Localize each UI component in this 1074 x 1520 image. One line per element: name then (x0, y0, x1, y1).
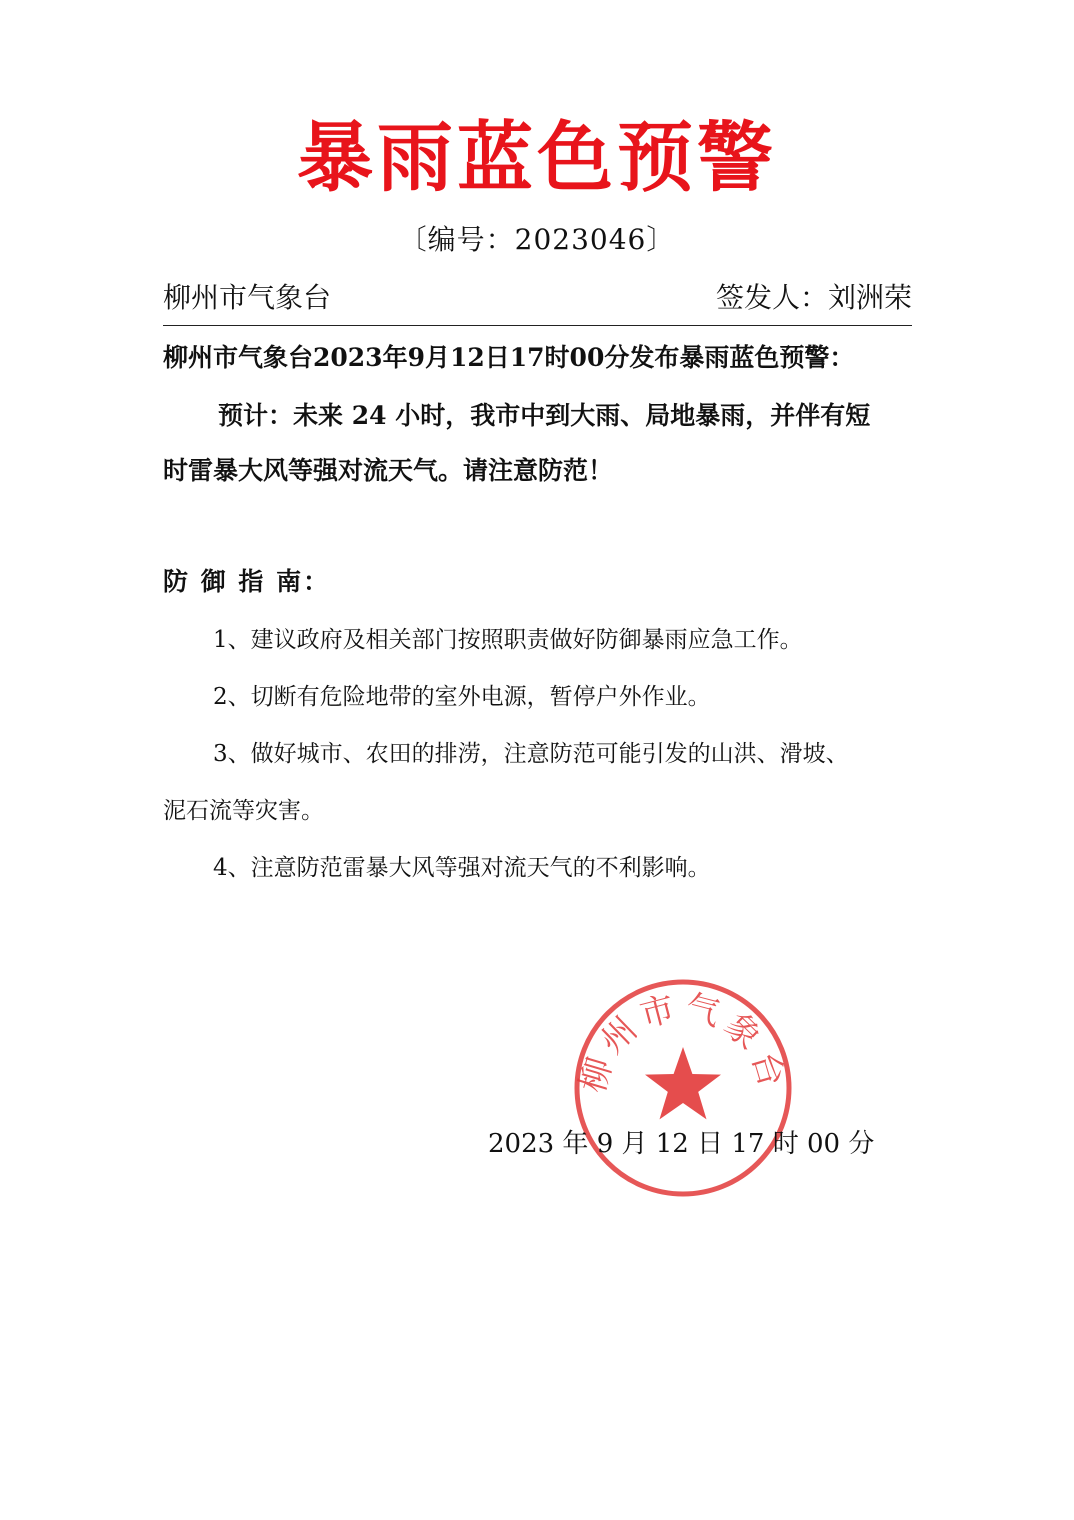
forecast-line-2: 时雷暴大风等强对流天气。请注意防范！ (163, 456, 614, 485)
forecast-paragraph (163, 388, 912, 498)
issue-date: 2023 年 9 月 12 日 17 时 00 分 (488, 1129, 875, 1159)
guide-item-4: 4、注意防范雷暴大风等强对流天气的不利影响。 (213, 855, 711, 881)
guide-item-3-line-2: 泥石流等灾害。 (163, 798, 324, 824)
seal-star-icon (645, 1047, 721, 1119)
seal-text: 柳州市气象台 (572, 987, 794, 1098)
defense-guide-list (163, 612, 912, 897)
guide-item-2: 2、切断有危险地带的室外电源，暂停户外作业。 (213, 684, 711, 710)
signer: 签发人：刘洲荣 (715, 281, 912, 314)
issuer-name: 柳州市气象台 (163, 281, 332, 314)
lead-statement: 柳州市气象台2023年9月12日17时00分发布暴雨蓝色预警： (163, 343, 855, 372)
guide-item-3-line-1: 3、做好城市、农田的排涝，注意防范可能引发的山洪、滑坡、 (213, 741, 849, 767)
defense-guide-heading: 防 御 指 南： (163, 567, 331, 596)
document-number: 〔编号：2023046〕 (398, 223, 676, 256)
guide-item-1: 1、建议政府及相关部门按照职责做好防御暴雨应急工作。 (213, 627, 803, 653)
warning-title: 暴雨蓝色预警 (297, 113, 777, 202)
official-seal (570, 975, 796, 1201)
header-divider (163, 325, 912, 326)
forecast-line-1: 预计：未来 24 小时，我市中到大雨、局地暴雨，并伴有短 (218, 401, 871, 430)
issuer-row (163, 276, 912, 320)
